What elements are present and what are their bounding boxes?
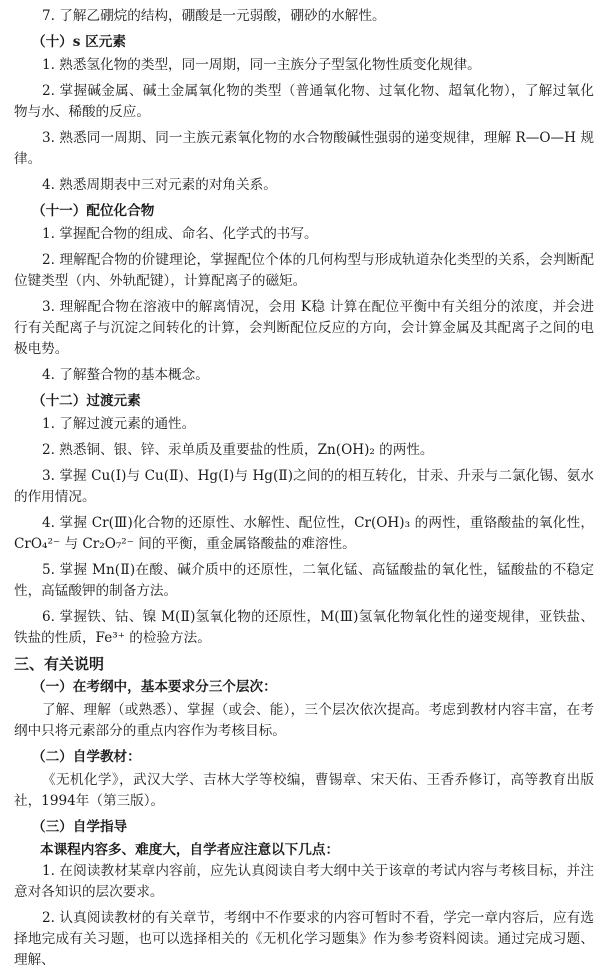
- paragraph-textbook: 《无机化学》，武汉大学、吉林大学等校编，曹锡章、宋天佑、王香乔修订，高等教育出版社，1994年（第三版）。: [14, 772, 594, 809]
- list-item: 3. 熟悉同一周期、同一主族元素氧化物的水合物酸碱性强弱的递变规律，理解 R—O—H 规律。: [14, 130, 594, 167]
- list-item: 4. 熟悉周期表中三对元素的对角关系。: [42, 177, 277, 193]
- list-item: 1. 掌握配合物的组成、命名、化学式的书写。: [42, 226, 318, 242]
- list-item: 2. 掌握碱金属、碱土金属氧化物的类型（普通氧化物、过氧化物、超氧化物），了解过氧化物与水、稀酸的反应。: [14, 83, 594, 120]
- list-item: 4. 掌握 Cr(Ⅲ)化合物的还原性、水解性、配位性，Cr(OH)₃ 的两性，重铬酸盐的氧化性，CrO₄²⁻ 与 Cr₂O₇²⁻ 间的平衡，重金属铬酸盐的难溶性。: [14, 515, 594, 552]
- list-item: 1. 了解过渡元素的通性。: [42, 416, 196, 432]
- list-item: 6. 掌握铁、钴、镍 M(Ⅱ)氢氧化物的还原性，M(Ⅲ)氢氧化物氧化性的递变规律，亚铁盐、铁盐的性质，Fe³⁺ 的检验方法。: [14, 609, 594, 646]
- section-heading-transition: （十二）过渡元素: [32, 393, 141, 409]
- guidance-lead: 本课程内容多、难度大，自学者应注意以下几点：: [40, 842, 340, 858]
- major-heading-notes: 三、有关说明: [14, 655, 105, 673]
- subheading-guidance: （三）自学指导: [32, 819, 128, 835]
- list-item: 1. 在阅读教材某章内容前，应先认真阅读自考大纲中关于该章的考试内容与考核目标，并注意对各知识的层次要求。: [14, 863, 594, 900]
- list-item: 1. 熟悉氢化物的类型，同一周期，同一主族分子型氢化物性质变化规律。: [42, 57, 481, 73]
- section-heading-s-block: （十）s 区元素: [32, 34, 126, 50]
- list-item: 2. 理解配合物的价键理论，掌握配位个体的几何构型与形成轨道杂化类型的关系，会判断配位键类型（内、外轨配键），计算配离子的磁矩。: [14, 252, 594, 289]
- list-item: 3. 理解配合物在溶液中的解离情况，会用 K稳 计算在配位平衡中有关组分的浓度，并会进行有关配离子与沉淀之间转化的计算，会判断配位反应的方向，会计算金属及其配离子之间的电极电势。: [14, 299, 594, 357]
- paragraph-levels: 了解、理解（或熟悉）、掌握（或会、能），三个层次依次提高。考虑到教材内容丰富，在考纲中只将元素部分的重点内容作为考核目标。: [14, 702, 594, 739]
- item-boron: 7. 了解乙硼烷的结构，硼酸是一元弱酸，硼砂的水解性。: [42, 8, 386, 24]
- list-item: 3. 掌握 Cu(Ⅰ)与 Cu(Ⅱ)、Hg(Ⅰ)与 Hg(Ⅱ)之间的的相互转化，甘汞、升汞与二氯化锡、氨水的作用情况。: [14, 468, 594, 505]
- list-item: 2. 熟悉铜、银、锌、汞单质及重要盐的性质，Zn(OH)₂ 的两性。: [42, 442, 434, 458]
- list-item: 4. 了解螯合物的基本概念。: [42, 367, 209, 383]
- subheading-textbook: （二）自学教材：: [32, 749, 141, 765]
- list-item: 2. 认真阅读教材的有关章节，考纲中不作要求的内容可暂时不看，学完一章内容后，应有选择地完成有关习题，也可以选择相关的《无机化学习题集》作为参考资料阅读。通过完成习题、理解、: [14, 910, 594, 968]
- section-heading-coordination: （十一）配位化合物: [32, 203, 155, 219]
- list-item: 5. 掌握 Mn(Ⅱ)在酸、碱介质中的还原性，二氧化锰、高锰酸盐的氧化性，锰酸盐的不稳定性，高锰酸钾的制备方法。: [14, 562, 594, 599]
- subheading-levels: （一）在考纲中，基本要求分三个层次：: [32, 679, 277, 695]
